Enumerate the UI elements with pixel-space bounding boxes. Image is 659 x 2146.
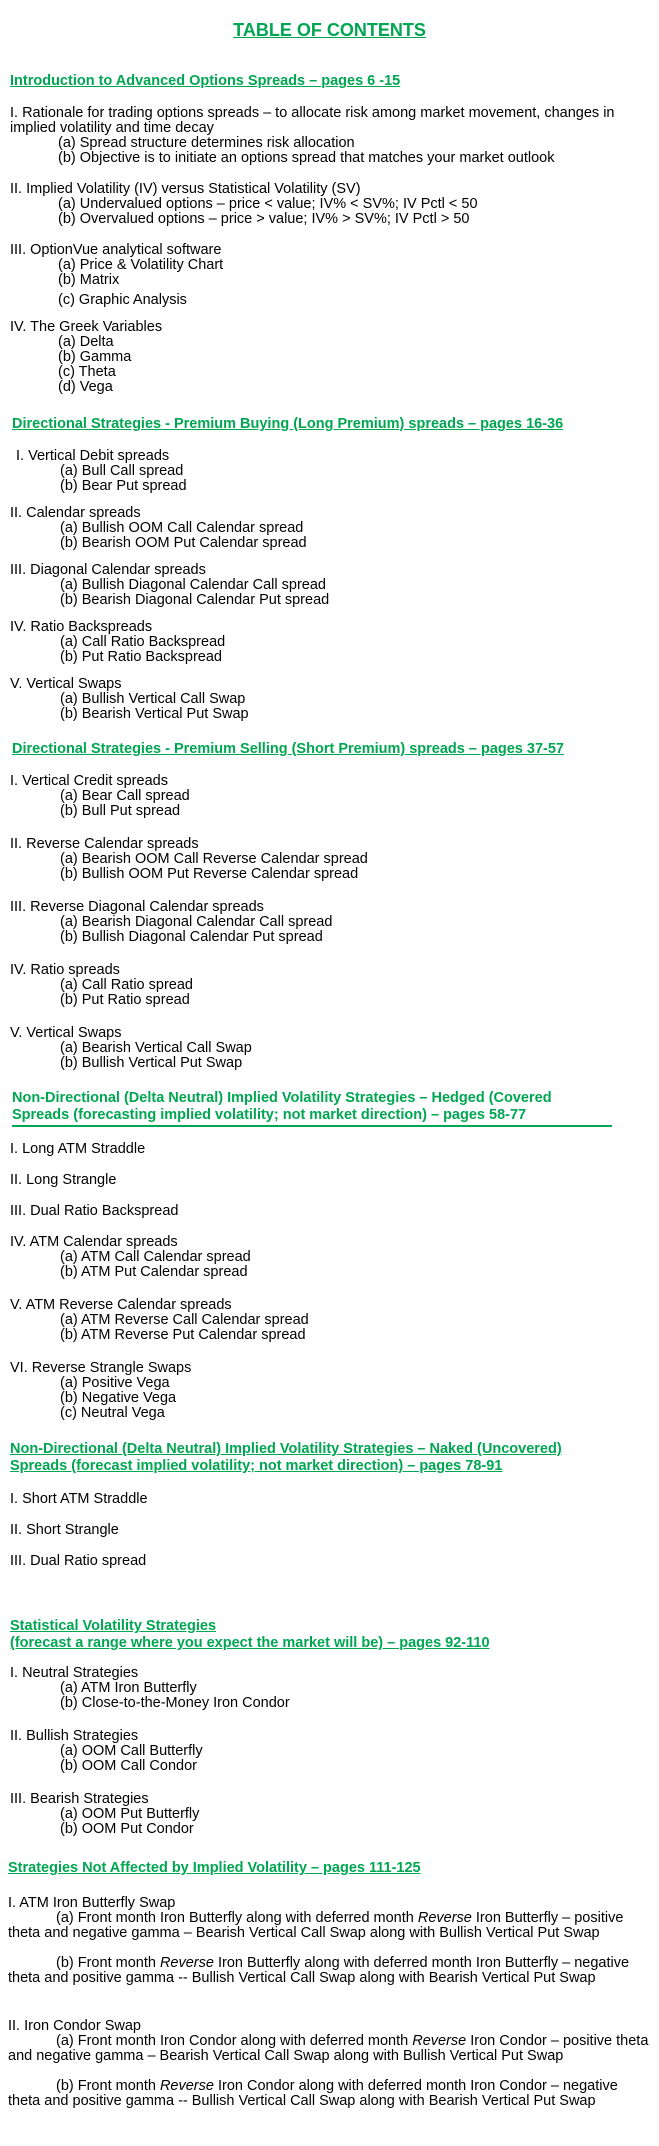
toc-subitem: (a) Bearish Vertical Call Swap (60, 1040, 252, 1056)
toc-subitem: (b) Bullish OOM Put Reverse Calendar spread (60, 866, 359, 882)
toc-item: III. Dual Ratio Backspread (10, 1203, 179, 1219)
toc-subitem: (b) ATM Reverse Put Calendar spread (60, 1327, 306, 1343)
toc-subitem: (a) OOM Call Butterfly (60, 1743, 203, 1759)
section-heading-hedged (12, 1090, 552, 1124)
toc-item: IV. Ratio spreads (10, 962, 120, 978)
toc-item: I. Long ATM Straddle (10, 1141, 146, 1157)
toc-subitem: (a) Bull Call spread (60, 463, 184, 479)
toc-subitem: (a) Spread structure determines risk allocation (58, 135, 355, 151)
toc-subitem: (b) Bullish Vertical Put Swap (60, 1055, 243, 1071)
toc-item: II. Implied Volatility (IV) versus Statistical Volatility (SV) (10, 181, 361, 197)
toc-item: I. Short ATM Straddle (10, 1491, 148, 1507)
section-heading-statistical-volatility: Statistical Volatility Strategies (forecast a range where you expect the market will be) – pages 92-110 (10, 1618, 490, 1651)
toc-subitem: (b) Negative Vega (60, 1390, 177, 1406)
toc-subitem: (b) Put Ratio Backspread (60, 649, 222, 665)
toc-subitem: (a) ATM Call Calendar spread (60, 1249, 251, 1265)
toc-subitem: (b) Bull Put spread (60, 803, 181, 819)
toc-subitem: (c) Theta (58, 364, 116, 380)
toc-item: V. Vertical Swaps (10, 1025, 122, 1041)
toc-subitem: (c) Neutral Vega (60, 1405, 165, 1421)
section-heading-introduction: Introduction to Advanced Options Spreads – pages 6 -15 (10, 73, 401, 89)
toc-item: I. Rationale for trading options spreads – to allocate risk among market movement, changes in implied volatility and time decay (10, 105, 615, 136)
toc-subitem: (a) Delta (58, 334, 114, 350)
toc-subitem: (c) Graphic Analysis (58, 292, 187, 308)
toc-subitem: (b) Overvalued options – price > value; IV% > SV%; IV Pctl > 50 (58, 211, 470, 227)
toc-subitem: (b) Bullish Diagonal Calendar Put spread (60, 929, 323, 945)
toc-item: II. Short Strangle (10, 1522, 119, 1538)
toc-subitem: (b) Close-to-the-Money Iron Condor (60, 1695, 290, 1711)
toc-subitem: (d) Vega (58, 379, 113, 395)
toc-subitem: (a) Positive Vega (60, 1375, 170, 1391)
toc-item: IV. The Greek Variables (10, 319, 163, 335)
section-heading-not-affected-iv: Strategies Not Affected by Implied Volatility – pages 111-125 (8, 1860, 421, 1876)
toc-subitem: (b) Gamma (58, 349, 132, 365)
toc-subitem: (b) Objective is to initiate an options spread that matches your market outlook (58, 150, 555, 166)
toc-subitem: (b) Matrix (58, 272, 120, 288)
section-heading-premium-selling: Directional Strategies - Premium Selling (Short Premium) spreads – pages 37-57 (12, 741, 564, 757)
section-heading-naked: Non-Directional (Delta Neutral) Implied Volatility Strategies – Naked (Uncovered) Spreads (forecast implied volatility; not market direction) – pages 78-91 (10, 1441, 562, 1474)
toc-item: II. Iron Condor Swap (8, 2018, 141, 2034)
toc-subitem: (b) Bearish Diagonal Calendar Put spread (60, 592, 330, 608)
toc-subitem: (b) Bear Put spread (60, 478, 187, 494)
toc-subitem: (a) Bullish Diagonal Calendar Call spread (60, 577, 326, 593)
toc-subitem: (a) Price & Volatility Chart (58, 257, 224, 273)
heading-line: Non-Directional (Delta Neutral) Implied Volatility Strategies – Hedged (Covered (12, 1090, 552, 1106)
toc-subitem: (a) ATM Iron Butterfly (60, 1680, 197, 1696)
toc-item: II. Bullish Strategies (10, 1728, 139, 1744)
heading-underline (12, 1125, 612, 1127)
toc-subitem: (a) Bullish OOM Call Calendar spread (60, 520, 304, 536)
toc-item: III. OptionVue analytical software (10, 242, 222, 258)
toc-paragraph: (b) Front month Reverse Iron Condor along with deferred month Iron Condor – negative theta and positive gamma -- Bullish Vertical Call Swap along with Bearish Vertical Put Swap (8, 2078, 618, 2109)
toc-subitem: (b) Bearish OOM Put Calendar spread (60, 535, 307, 551)
toc-item: II. Long Strangle (10, 1172, 117, 1188)
toc-item: II. Reverse Calendar spreads (10, 836, 199, 852)
toc-item: V. ATM Reverse Calendar spreads (10, 1297, 232, 1313)
toc-subitem: (a) Call Ratio Backspread (60, 634, 226, 650)
toc-item: IV. ATM Calendar spreads (10, 1234, 178, 1250)
toc-item: IV. Ratio Backspreads (10, 619, 153, 635)
toc-subitem: (b) OOM Call Condor (60, 1758, 197, 1774)
toc-paragraph: (a) Front month Iron Butterfly along with deferred month Reverse Iron Butterfly – positive theta and negative gamma – Bearish Vertical Call Swap along with Bullish Vertical Put Swap (8, 1910, 624, 1941)
toc-paragraph: (a) Front month Iron Condor along with deferred month Reverse Iron Condor – positive theta and negative gamma – Bearish Vertical Call Swap along with Bullish Vertical Put Swap (8, 2033, 649, 2064)
section-heading-premium-buying: Directional Strategies - Premium Buying (Long Premium) spreads – pages 16-36 (12, 416, 564, 432)
heading-line: Spreads (forecasting implied volatility; not market direction) – pages 58-77 (12, 1107, 527, 1123)
toc-subitem: (a) Bearish OOM Call Reverse Calendar spread (60, 851, 368, 867)
toc-item: III. Diagonal Calendar spreads (10, 562, 206, 578)
toc-item: I. Neutral Strategies (10, 1665, 139, 1681)
toc-item: I. Vertical Debit spreads (16, 448, 170, 464)
toc-item: V. Vertical Swaps (10, 676, 122, 692)
toc-item: I. ATM Iron Butterfly Swap (8, 1895, 176, 1911)
toc-subitem: (a) ATM Reverse Call Calendar spread (60, 1312, 309, 1328)
toc-item: II. Calendar spreads (10, 505, 141, 521)
toc-subitem: (a) Bullish Vertical Call Swap (60, 691, 246, 707)
page-title: TABLE OF CONTENTS (233, 20, 426, 40)
toc-item: III. Reverse Diagonal Calendar spreads (10, 899, 264, 915)
toc-item: I. Vertical Credit spreads (10, 773, 168, 789)
toc-item: III. Dual Ratio spread (10, 1553, 147, 1569)
toc-item: III. Bearish Strategies (10, 1791, 149, 1807)
toc-subitem: (b) Put Ratio spread (60, 992, 190, 1008)
toc-subitem: (a) Call Ratio spread (60, 977, 193, 993)
toc-subitem: (a) Bearish Diagonal Calendar Call spread (60, 914, 333, 930)
toc-subitem: (a) Undervalued options – price < value; IV% < SV%; IV Pctl < 50 (58, 196, 478, 212)
toc-subitem: (b) Bearish Vertical Put Swap (60, 706, 249, 722)
toc-subitem: (a) OOM Put Butterfly (60, 1806, 200, 1822)
toc-subitem: (b) ATM Put Calendar spread (60, 1264, 248, 1280)
toc-item: VI. Reverse Strangle Swaps (10, 1360, 192, 1376)
toc-subitem: (b) OOM Put Condor (60, 1821, 194, 1837)
toc-subitem: (a) Bear Call spread (60, 788, 190, 804)
toc-paragraph: (b) Front month Reverse Iron Butterfly along with deferred month Iron Butterfly – negative theta and positive gamma -- Bullish Vertical Call Swap along with Bearish Vertical Put Swap (8, 1955, 630, 1986)
